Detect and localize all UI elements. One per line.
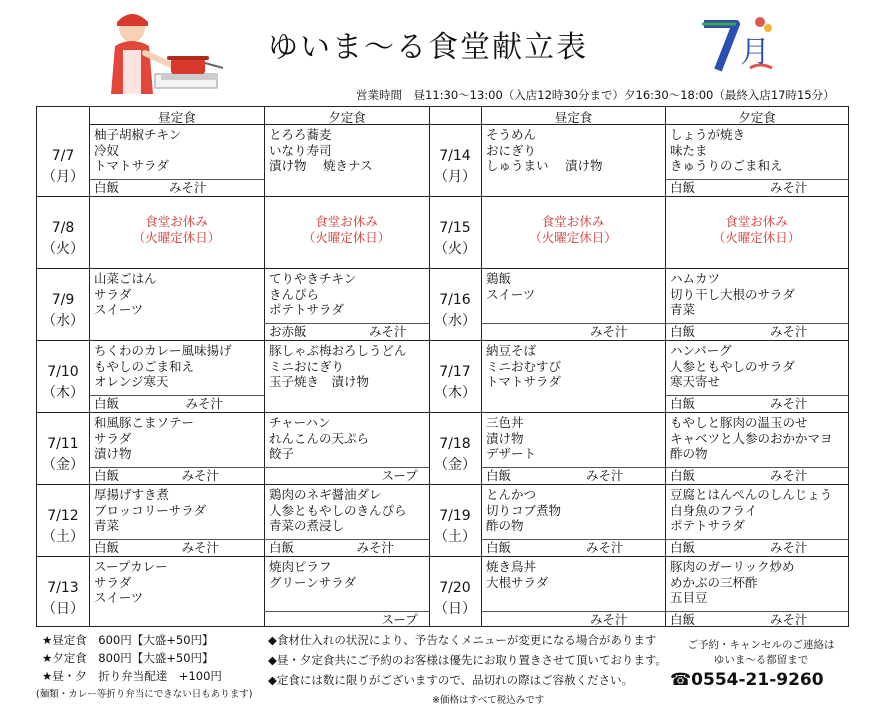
business-hours: 営業時間 昼11:30～13:00（入店12時30分まで）夕16:30～18:00（最終入店17時15分） [356,88,835,102]
menu-item: 漬け物 焼きナス [269,158,373,173]
date-label: 7/11 [47,436,79,452]
menu-item: 山菜ごはん [94,271,157,286]
header-dinner-right: 夕定食 [738,110,776,125]
menu-item: 切りコブ煮物 [486,502,562,518]
weekday-label: （火） [42,241,84,257]
menu-item: 青菜の煮浸し [269,518,345,533]
menu-item: 寒天寄せ [670,374,721,389]
dinner-staples: スープ [269,612,418,627]
menu-item: てりやきチキン [269,271,357,286]
day-date [429,218,481,260]
menu-item: ハムカツ [670,271,721,286]
lunch-menu [486,343,662,411]
closed-reason: （火曜定休日） [132,230,221,245]
row-divider [37,484,848,485]
menu-item: トマトサラダ [94,158,169,173]
day-date [429,146,481,188]
day-date [37,506,89,548]
menu-item: 焼肉ピラフ [269,559,332,574]
menu-item: サラダ [94,286,132,302]
row-divider [37,340,848,341]
menu-item: 酢の物 [670,446,708,461]
menu-item: サラダ [94,430,132,446]
menu-item: スイーツ [486,286,536,302]
day-date [37,362,89,404]
dinner-staples: 白飯 みそ汁 [670,468,808,483]
day-date [37,578,89,620]
closed-dinner [264,214,429,246]
july-logo [698,12,778,76]
lunch-menu [94,559,261,627]
menu-item: サラダ [94,574,132,590]
notice-line: ◆昼・夕定食共にご予約のお客様は優先にお取り置きさせて頂いております。 [268,653,667,667]
menu-item: 鶏肉のネギ醤油ダレ [269,487,382,502]
weekday-label: （土） [434,529,476,545]
menu-item: 豚肉のガーリック炒め [670,559,795,574]
lunch-menu [94,271,261,339]
menu-item: ミニおにぎり [269,358,345,374]
closed-dinner [665,214,848,246]
menu-item: 豆腐とはんぺんのしんじょう [670,487,833,502]
weekday-label: （土） [42,529,84,545]
menu-item: グリーンサラダ [269,574,357,590]
menu-item: 大根サラダ [486,574,549,590]
menu-item: めかぶの三杯酢 [670,574,758,590]
closed-text: 食堂お休み [145,214,208,229]
day-date [429,506,481,548]
price-line: ★昼定食 600円【大盛+50円】 [42,633,214,647]
day-date [37,434,89,476]
date-label: 7/18 [439,436,471,452]
menu-item: 玉子焼き 漬け物 [269,374,370,389]
menu-item: デザート [486,446,537,461]
menu-item: 切り干し大根のサラダ [670,286,795,302]
menu-item: きんぴら [269,286,320,302]
menu-item: 青菜 [670,302,696,317]
menu-item: 厚揚げすき煮 [94,487,170,502]
menu-item: しゅうまい 漬け物 [486,158,603,173]
contact-phone: ☎0554-21-9260 [670,670,824,690]
notice-line: ◆定食には数に限りがございますので、品切れの際はご容赦ください。 [268,673,634,687]
date-label: 7/19 [439,508,471,524]
dinner-menu [269,127,426,195]
menu-item: トマトサラダ [486,374,561,389]
header-lunch-right: 昼定食 [554,110,593,125]
menu-item: 餃子 [269,446,295,461]
menu-item: 納豆そば [486,343,537,358]
menu-item: 和風豚こまソテー [94,415,195,430]
dinner-staples: スープ [269,468,418,483]
menu-item: とんかつ [486,487,537,502]
closed-text: 食堂お休み [725,214,788,229]
contact-line1: ご予約・キャンセルのご連絡は [687,639,835,651]
menu-item: スープカレー [94,559,168,574]
row-divider [37,412,848,413]
menu-item: きゅうりのごま和え [670,158,783,173]
menu-item: 青菜 [94,518,120,533]
menu-item: とろろ蕎麦 [269,127,332,142]
menu-item: もやしと豚肉の温玉のせ [670,415,808,430]
day-date [37,290,89,332]
menu-item: いなり寿司 [269,142,332,158]
dinner-staples: 白飯 みそ汁 [670,396,808,411]
dinner-staples: 白飯 みそ汁 [670,540,808,555]
weekday-label: （金） [434,457,476,473]
weekday-label: （火） [434,241,476,257]
weekday-label: （日） [42,601,84,617]
menu-item: 酢の物 [486,518,524,533]
day-date [37,146,89,188]
day-date [429,578,481,620]
weekday-label: （木） [434,385,476,401]
date-label: 7/9 [51,292,75,308]
menu-item: おにぎり [486,142,537,158]
price-line: ★昼・夕 折り弁当配達 +100円 [42,669,222,683]
dinner-menu [269,343,426,411]
notice-line: ◆食材仕入れの状況により、予告なくメニューが変更になる場合があります [268,633,657,647]
menu-item: 焼き鳥丼 [486,559,537,574]
menu-item: 冷奴 [94,142,120,158]
weekday-label: （日） [434,601,476,617]
header-divider [89,124,848,125]
menu-item: しょうが焼き [670,127,746,142]
weekday-label: （月） [42,169,84,185]
menu-item: オレンジ寒天 [94,374,169,389]
date-label: 7/16 [439,292,471,308]
weekday-label: （水） [434,313,476,329]
menu-item: 柚子胡椒チキン [94,127,182,142]
date-label: 7/10 [47,364,79,380]
menu-item: 三色丼 [486,415,524,430]
date-label: 7/13 [47,580,79,596]
date-label: 7/20 [439,580,471,596]
price-line: (麺類・カレー等折り弁当にできない日もあります) [36,689,253,700]
menu-item: 豚しゃぶ梅おろしうどん [269,343,407,358]
dinner-staples: 白飯 みそ汁 [670,180,808,195]
menu-item: ミニおむすび [486,358,562,374]
menu-item: スイーツ [94,302,144,317]
lunch-menu [486,127,662,195]
menu-item: ポテトサラダ [670,518,745,533]
menu-item: 漬け物 [94,446,132,461]
menu-item: 人参ともやしのサラダ [670,358,795,374]
weekday-label: （金） [42,457,84,473]
row-divider [37,268,848,269]
menu-item: 鶏飯 [486,271,512,286]
header-dinner-left: 夕定食 [328,110,366,125]
weekday-label: （木） [42,385,84,401]
day-date [37,218,89,260]
menu-item: キャベツと人参のおかかマヨ [670,430,833,446]
day-date [429,434,481,476]
notice-line: ※価格はすべて税込みです [432,695,545,706]
closed-lunch [481,214,665,246]
contact-line2: ゆいま～る都留まで [713,654,809,666]
menu-item: 人参ともやしのきんぴら [269,502,407,518]
dinner-staples: 白飯 みそ汁 [269,540,395,555]
lunch-staples: 白飯 みそ汁 [94,180,207,195]
menu-item: 白身魚のフライ [670,502,758,518]
cooking-woman-illustration [95,8,235,94]
date-label: 7/17 [439,364,471,380]
date-label: 7/12 [47,508,79,524]
closed-reason: （火曜定休日） [302,230,391,245]
menu-item: もやしのごま和え [94,358,195,374]
menu-item: ハンバーグ [670,343,732,358]
closed-lunch [89,214,264,246]
row-divider [37,196,848,197]
lunch-staples: みそ汁 [486,324,628,339]
menu-item: 味たま [670,142,708,158]
row-divider [37,556,848,557]
svg-text:月: 月 [740,35,770,70]
lunch-staples: 白飯 みそ汁 [94,396,223,411]
day-date [429,362,481,404]
menu-item: れんこんの天ぷら [269,430,370,446]
date-label: 7/8 [51,220,75,236]
menu-item: ポテトサラダ [269,302,344,317]
closed-reason: （火曜定休日） [529,230,617,245]
page-title: ゆいま〜る食堂献立表 [268,30,588,65]
weekday-label: （月） [434,169,476,185]
header-lunch-left: 昼定食 [158,110,196,125]
menu-item: 五目豆 [670,590,708,605]
dinner-staples: 白飯 みそ汁 [670,612,808,627]
menu-table [36,106,849,627]
weekday-label: （水） [42,313,84,329]
dinner-staples: お赤飯 みそ汁 [269,324,407,339]
dinner-staples: 白飯 みそ汁 [670,324,808,339]
closed-reason: （火曜定休日） [712,230,801,245]
day-date [429,290,481,332]
menu-item: そうめん [486,127,537,142]
closed-text: 食堂お休み [315,214,378,229]
lunch-staples: 白飯 みそ汁 [94,540,220,555]
menu-item: ブロッコリーサラダ [94,502,207,518]
closed-text: 食堂お休み [541,214,605,229]
menu-item: スイーツ [94,590,144,605]
lunch-staples: 白飯 みそ汁 [486,540,624,555]
lunch-staples: 白飯 みそ汁 [94,468,220,483]
menu-item: チャーハン [269,415,331,430]
lunch-staples: 白飯 みそ汁 [486,468,624,483]
date-label: 7/15 [439,220,471,236]
lunch-staples: みそ汁 [486,612,628,627]
date-label: 7/14 [439,148,471,164]
menu-item: ちくわのカレー風味揚げ [94,343,232,358]
price-line: ★夕定食 800円【大盛+50円】 [42,651,214,665]
date-label: 7/7 [51,148,75,164]
menu-item: 漬け物 [486,430,524,446]
